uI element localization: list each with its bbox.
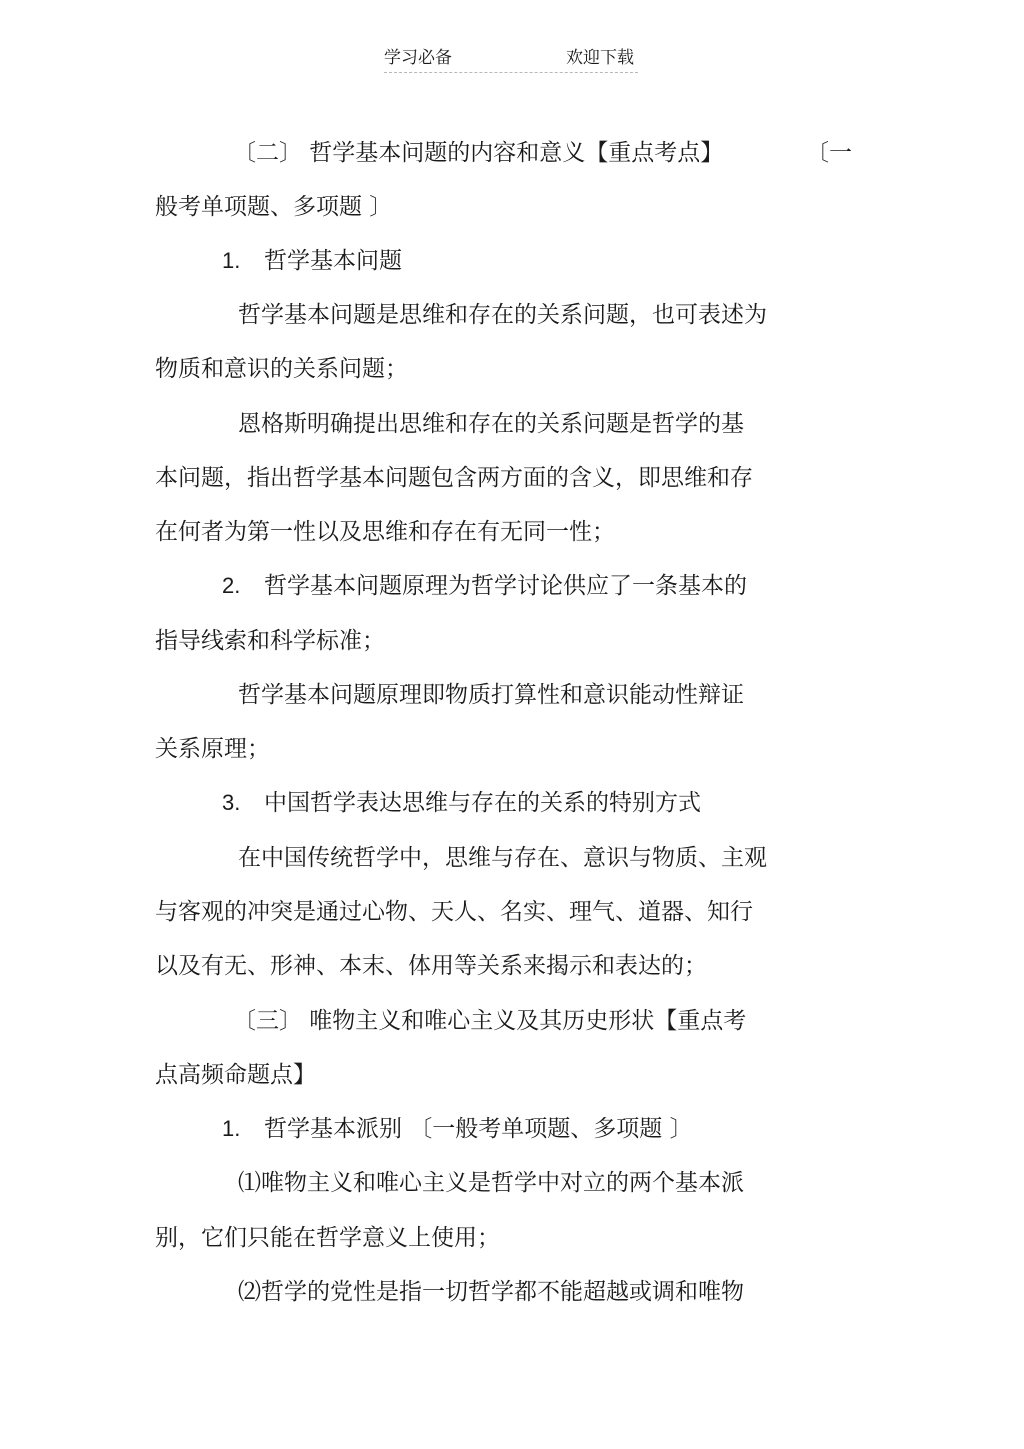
page-header — [384, 44, 638, 73]
text-line — [155, 1222, 500, 1254]
line-text: 本问题，指出哲学基本问题包含两方面的含义，即思维和存 — [155, 465, 753, 491]
line-text: 哲学基本派别 〔一般考单项题、多项题 〕 — [264, 1116, 693, 1142]
line-text: 哲学基本问题原理即物质打算性和意识能动性辩证 — [238, 682, 744, 708]
line-text: 物质和意识的关系问题； — [155, 356, 408, 382]
text-line — [155, 950, 707, 982]
line-text: 哲学基本问题 — [264, 248, 402, 274]
text-line — [233, 137, 723, 169]
header-left-text: 学习必备 — [384, 48, 452, 68]
text-line — [238, 299, 767, 331]
text-line — [222, 1113, 693, 1145]
header-right-text: 欢迎下载 — [566, 48, 634, 68]
line-text: 哲学基本问题原理为哲学讨论供应了一条基本的 — [264, 573, 747, 599]
line-text: 〔一 — [806, 140, 852, 166]
line-text: 中国哲学表达思维与存在的关系的特别方式 — [264, 790, 701, 816]
text-line — [238, 1167, 744, 1199]
line-text: 以及有无、形神、本末、体用等关系来揭示和表达的； — [155, 953, 707, 979]
list-number: 3. — [222, 790, 241, 815]
text-line — [222, 787, 701, 819]
text-line — [155, 896, 753, 928]
text-line — [222, 570, 747, 602]
text-line — [238, 679, 744, 711]
line-text: 〔二〕 哲学基本问题的内容和意义【重点考点】 — [233, 140, 724, 166]
line-text: 〔三〕 唯物主义和唯心主义及其历史形状【重点考 — [233, 1008, 747, 1034]
line-text: ⑴唯物主义和唯心主义是哲学中对立的两个基本派 — [238, 1170, 744, 1196]
text-line — [155, 191, 392, 223]
line-text: 在中国传统哲学中，思维与存在、意识与物质、主观 — [238, 845, 767, 871]
line-text: 别，它们只能在哲学意义上使用； — [155, 1225, 500, 1251]
line-text: 哲学基本问题是思维和存在的关系问题，也可表述为 — [238, 302, 767, 328]
text-line — [155, 1059, 316, 1091]
text-line — [222, 245, 402, 277]
text-line — [155, 462, 753, 494]
line-text: 点高频命题点】 — [155, 1062, 316, 1088]
text-line — [806, 137, 852, 169]
list-number: 2. — [222, 573, 241, 598]
text-line — [233, 1005, 746, 1037]
list-number: 1. — [222, 248, 241, 273]
line-text: 般考单项题、多项题 〕 — [155, 194, 393, 220]
line-text: 指导线索和科学标准； — [155, 628, 385, 654]
text-line — [155, 353, 408, 385]
line-text: 恩格斯明确提出思维和存在的关系问题是哲学的基 — [238, 411, 744, 437]
text-line — [238, 408, 744, 440]
line-text: 与客观的冲突是通过心物、天人、名实、理气、道器、知行 — [155, 899, 753, 925]
text-line — [155, 625, 385, 657]
text-line — [155, 733, 270, 765]
list-number: 1. — [222, 1116, 241, 1141]
line-text: 关系原理； — [155, 736, 270, 762]
text-line — [238, 842, 767, 874]
text-line — [238, 1276, 744, 1308]
line-text: ⑵哲学的党性是指一切哲学都不能超越或调和唯物 — [238, 1279, 744, 1305]
text-line — [155, 516, 615, 548]
line-text: 在何者为第一性以及思维和存在有无同一性； — [155, 519, 615, 545]
